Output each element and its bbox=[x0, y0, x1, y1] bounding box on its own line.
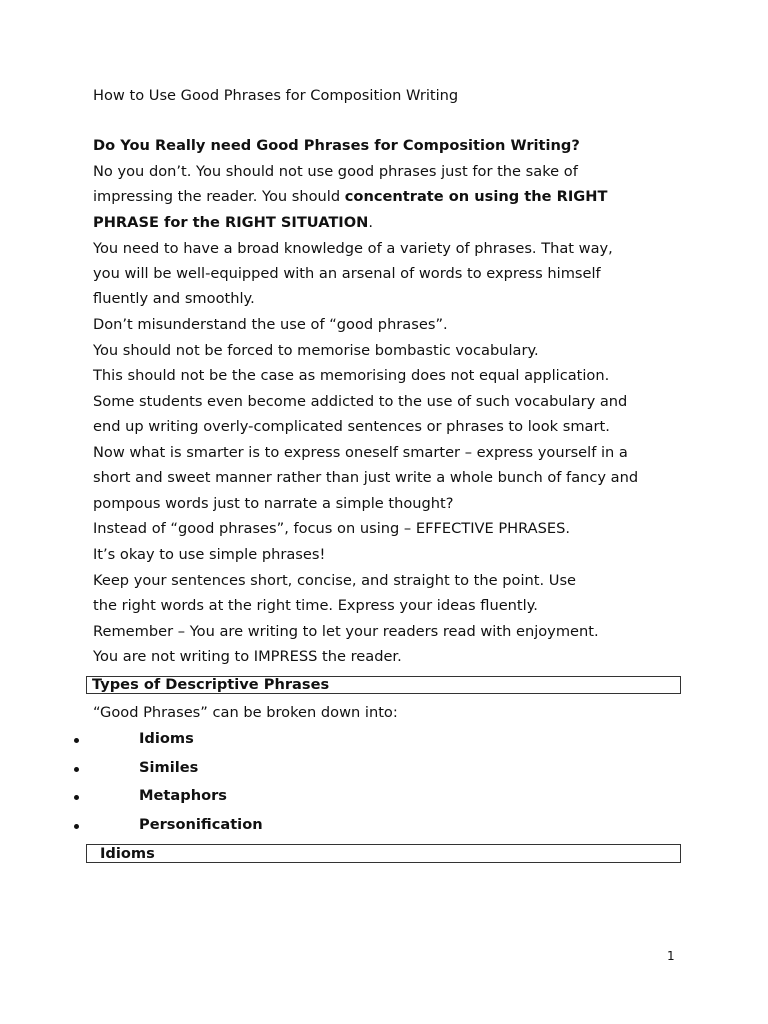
paragraph-line bbox=[93, 187, 607, 207]
page-number: 1 bbox=[667, 949, 675, 963]
bullet-icon bbox=[74, 824, 79, 829]
section-heading: Do You Really need Good Phrases for Composition Writing? bbox=[93, 137, 580, 154]
section-heading: Idioms bbox=[100, 845, 155, 862]
paragraph-line: Keep your sentences short, concise, and straight to the point. Use bbox=[93, 572, 577, 589]
paragraph-line: Remember – You are writing to let your readers read with enjoyment. bbox=[93, 623, 599, 640]
list-item: Personification bbox=[139, 816, 263, 833]
paragraph-line: end up writing overly-complicated sentences or phrases to look smart. bbox=[93, 418, 610, 435]
section-heading: Types of Descriptive Phrases bbox=[92, 676, 330, 693]
text-run: impressing the reader. You should bbox=[93, 188, 345, 205]
emphasis-text: PHRASE for the RIGHT SITUATION bbox=[93, 214, 369, 231]
list-item: Metaphors bbox=[139, 787, 227, 804]
paragraph-line: You should not be forced to memorise bombastic vocabulary. bbox=[93, 342, 539, 359]
bullet-icon bbox=[74, 795, 79, 800]
paragraph-line: You need to have a broad knowledge of a variety of phrases. That way, bbox=[93, 240, 613, 257]
paragraph-line: pompous words just to narrate a simple thought? bbox=[93, 495, 454, 512]
paragraph-line: You are not writing to IMPRESS the reader. bbox=[93, 648, 402, 665]
paragraph-line: Now what is smarter is to express oneself smarter – express yourself in a bbox=[93, 444, 628, 461]
bullet-icon bbox=[74, 767, 79, 772]
paragraph-line: short and sweet manner rather than just write a whole bunch of fancy and bbox=[93, 469, 639, 486]
section-heading-box bbox=[86, 844, 681, 863]
bullet-icon bbox=[74, 738, 79, 743]
paragraph-line: It’s okay to use simple phrases! bbox=[93, 546, 326, 563]
paragraph-line: No you don’t. You should not use good phrases just for the sake of bbox=[93, 163, 578, 180]
list-item: Idioms bbox=[139, 730, 194, 747]
paragraph-line: Some students even become addicted to the use of such vocabulary and bbox=[93, 393, 628, 410]
section-heading-box bbox=[86, 676, 681, 694]
paragraph-line: This should not be the case as memorising does not equal application. bbox=[93, 367, 610, 384]
paragraph-line: the right words at the right time. Express your ideas fluently. bbox=[93, 597, 538, 614]
list-item: Similes bbox=[139, 759, 199, 776]
emphasis-text: concentrate on using the RIGHT bbox=[344, 188, 608, 205]
intro-line: “Good Phrases” can be broken down into: bbox=[93, 704, 398, 721]
paragraph-line: Instead of “good phrases”, focus on using – EFFECTIVE PHRASES. bbox=[93, 520, 571, 537]
text-run: . bbox=[368, 214, 373, 231]
document-title: How to Use Good Phrases for Composition Writing bbox=[93, 87, 459, 104]
paragraph-line: fluently and smoothly. bbox=[93, 290, 255, 307]
paragraph-line: you will be well-equipped with an arsenal of words to express himself bbox=[93, 265, 601, 282]
paragraph-line bbox=[93, 213, 373, 233]
paragraph-line: Don’t misunderstand the use of “good phrases”. bbox=[93, 316, 448, 333]
